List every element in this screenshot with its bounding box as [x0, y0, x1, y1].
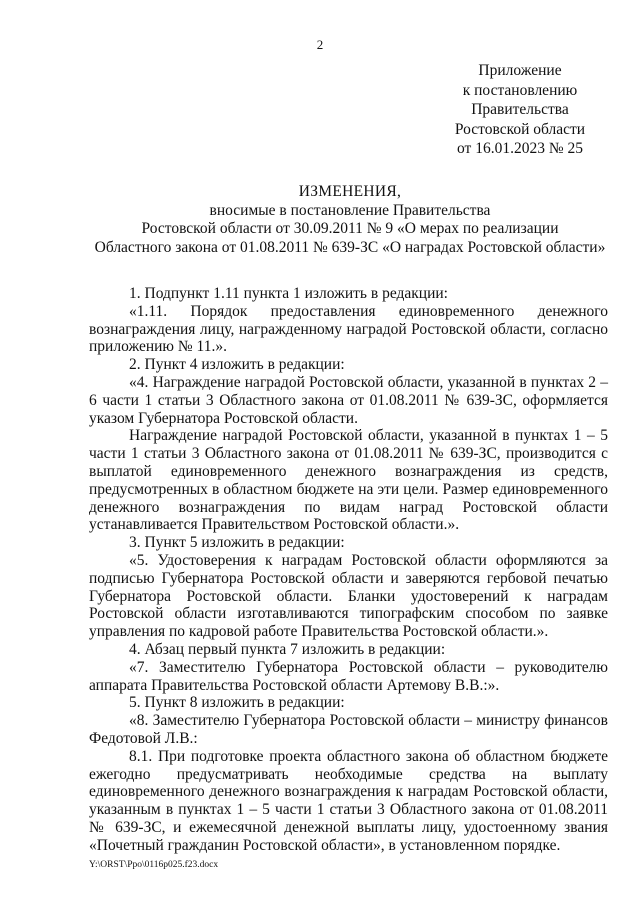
- body-paragraph: «7. Заместителю Губернатора Ростовской области – руководителю аппарата Правительства Ростовской области Артемову В.В.:».: [89, 658, 608, 694]
- body-paragraph: 8.1. При подготовке проекта областного закона об областном бюджете ежегодно предусматривать необходимые средства на выплату единовременного денежного вознаграждения к наградам Ростовской области, указанным в пунктах 1 – 5 части 1 статьи 3 Областного закона от 01.08.2011 № 639-ЗС, и ежемесячной денежной выплаты лицу, удостоенному звания «Почетный гражданин Ростовской области», в установленном порядке.: [89, 747, 608, 854]
- body-paragraph: 4. Абзац первый пункта 7 изложить в редакции:: [129, 640, 446, 658]
- body-paragraph: «8. Заместителю Губернатора Ростовской области – министру финансов Федотовой Л.В.:: [89, 712, 608, 747]
- subtitle-line: Областного закона от 01.08.2011 № 639-ЗС «О наградах Ростовской области»: [94, 238, 606, 256]
- body-paragraph: 5. Пункт 8 изложить в редакции:: [129, 694, 345, 712]
- subtitle-line: вносимые в постановление Правительства: [209, 201, 491, 219]
- page-number: 2: [316, 37, 324, 52]
- document-body: [89, 285, 608, 855]
- appendix-line: от 16.01.2023 № 25: [457, 140, 583, 157]
- appendix-line: Ростовской области: [454, 120, 586, 138]
- body-paragraph: «5. Удостоверения к наградам Ростовской области оформляются за подписью Губернатора Ростовской области и заверяются гербовой печатью Губернатора Ростовской области. Бланки удостоверений к наградам Ростовской области изготавливаются типографским способом по заявке управления по кадровой работе Правительства Ростовской области.».: [89, 551, 608, 641]
- body-paragraph: «4. Награждение наградой Ростовской области, указанной в пунктах 2 – 6 части 1 статьи 3 Областного закона от 01.08.2011 № 639-ЗС, оформляется указом Губернатора Ростовской области.: [89, 373, 608, 427]
- appendix-block: [440, 61, 600, 159]
- subtitle-line: Ростовской области от 30.09.2011 № 9 «О мерах по реализации: [141, 220, 559, 237]
- body-paragraph: Награждение наградой Ростовской области, указанной в пунктах 1 – 5 части 1 статьи 3 Областного закона от 01.08.2011 № 639-ЗС, производится с выплатой единовременного денежного вознаграждения из средств, предусмотренных в областном бюджете на эти цели. Размер единовременного денежного вознаграждения по видам наград Ростовской области устанавливается Правительством Ростовской области.».: [89, 427, 608, 534]
- body-paragraph: 2. Пункт 4 изложить в редакции:: [129, 356, 345, 374]
- appendix-line: Приложение: [478, 62, 562, 79]
- appendix-line: к постановлению: [462, 81, 578, 99]
- document-heading: ИЗМЕНЕНИЯ,: [298, 183, 402, 200]
- body-paragraph: 3. Пункт 5 изложить в редакции:: [129, 534, 345, 552]
- body-paragraph: 1. Подпункт 1.11 пункта 1 изложить в редакции:: [129, 285, 448, 302]
- body-paragraph: «1.11. Порядок предоставления единовременного денежного вознаграждения лицу, награжденному наградой Ростовской области, согласно приложению № 11.».: [89, 302, 608, 356]
- appendix-line: Правительства: [471, 101, 569, 118]
- title-block: [60, 183, 640, 257]
- footer-file-path: Y:\ORST\Ppo\0116p025.f23.docx: [89, 860, 219, 870]
